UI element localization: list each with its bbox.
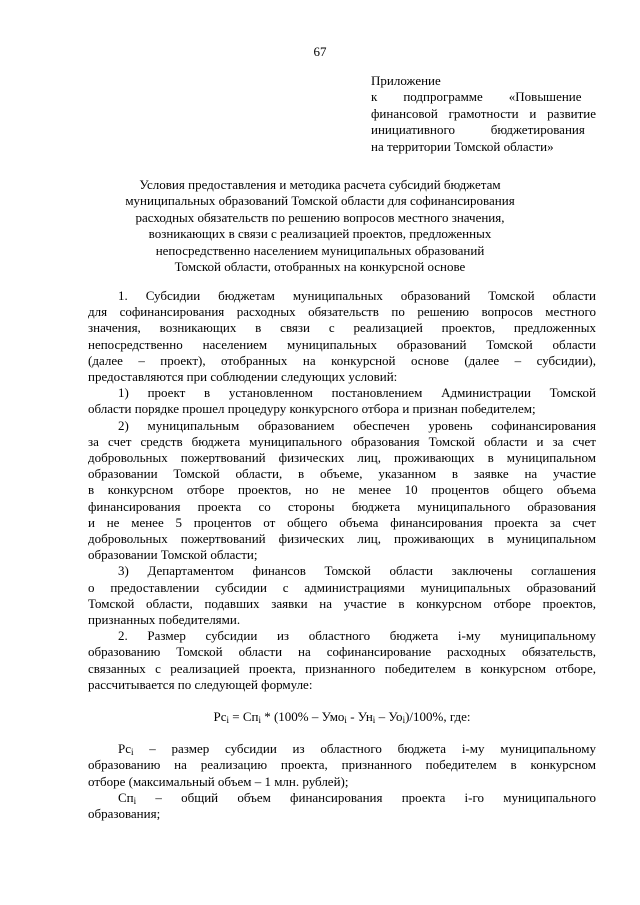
body-line: предоставляются при соблюдении следующих условий:	[88, 369, 398, 385]
body-line: рассчитывается по следующей формуле:	[88, 676, 313, 692]
body-line: добровольных пожертвований физических лиц, проживающих в муниципальном	[88, 531, 596, 547]
body-line: образовании Томской области, в объеме, указанном в заявке на участие	[88, 466, 596, 482]
title-line: Томской области, отобранных на конкурсной основе	[174, 259, 466, 275]
body-line: 2. Размер субсидии из областного бюджета i-му муниципальному	[118, 628, 596, 644]
body-line: Томской области, подавших заявки на участие в конкурсном отборе проектов,	[88, 595, 596, 611]
body-line: значения, возникающих в связи с реализацией проектов, предложенных	[88, 320, 596, 336]
appendix-line: финансовой грамотности и развитие	[371, 105, 596, 121]
appendix-line: инициативного бюджетирования	[371, 122, 585, 138]
definition-line: $Рс_i$ – размер субсидии из областного бюджета i-му муниципальному	[118, 741, 596, 758]
body-line: 1) проект в установленном постановлением Администрации Томской	[118, 385, 596, 401]
title-line: Условия предоставления и методика расчета субсидий бюджетам	[139, 177, 501, 192]
formula: $Рс_i = Сп_i * (100\% - Умо_i - Ун_i - Уо_i)/100\%$, где:	[213, 709, 471, 726]
appendix-line: на территории Томской области»	[371, 138, 554, 154]
body-line: и не менее 5 процентов от общего объема финансирования проекта за счет	[88, 514, 596, 530]
body-line: области порядке прошел процедуру конкурсного отбора и признан победителем;	[88, 401, 536, 417]
definition-line: $Сп_i$ – общий объем финансирования проекта i-го муниципального	[118, 789, 596, 806]
body-line: о предоставлении субсидии с администрациями муниципальных образований	[88, 579, 596, 595]
appendix-block	[371, 73, 596, 155]
body-line: образования;	[88, 806, 161, 822]
body-line: 2) муниципальным образованием обеспечен уровень софинансирования	[118, 417, 596, 433]
body-line: (далее – проект), отобранных на конкурсной основе (далее – субсидии),	[88, 352, 596, 368]
body-line: для софинансирования расходных обязательств по решению вопросов местного	[88, 304, 596, 320]
body-line: признанных победителями.	[88, 612, 241, 628]
document-title	[60, 177, 580, 275]
body-line: 3) Департаментом финансов Томской области заключены соглашения	[118, 563, 596, 579]
body-line: добровольных пожертвований физических лиц, проживающих в муниципальном	[88, 450, 596, 466]
body-line: 1. Субсидии бюджетам муниципальных образований Томской области	[118, 288, 596, 303]
appendix-line: Приложение	[371, 73, 441, 88]
title-line: возникающих в связи с реализацией проектов, предложенных	[148, 226, 492, 242]
appendix-line: к подпрограмме «Повышение	[371, 89, 582, 105]
body-line: образовании Томской области;	[88, 547, 258, 563]
document-body	[88, 288, 596, 822]
body-line: образованию на реализацию проекта, признанного победителем в конкурсном	[88, 757, 596, 773]
body-line: в конкурсном отборе проектов, но не менее 10 процентов общего объема	[88, 482, 596, 498]
page-number: 67	[313, 44, 327, 59]
title-line: непосредственно населением муниципальных образований	[155, 242, 485, 258]
body-line: отборе (максимальный объем – 1 млн. рублей);	[88, 773, 349, 789]
title-line: расходных обязательств по решению вопросов местного значения,	[135, 209, 505, 225]
title-line: муниципальных образований Томской области для софинансирования	[125, 193, 515, 209]
body-line: за счет средств бюджета муниципального образования Томской области и за счет	[88, 433, 596, 449]
body-line: связанных с реализацией проекта, признанного победителем в конкурсном отборе,	[88, 660, 596, 676]
body-line: непосредственно населением муниципальных образований Томской области	[88, 336, 596, 352]
body-line: образованию Томской области на софинансирование расходных обязательств,	[88, 644, 596, 660]
body-line: финансирования проекта со стороны бюджета муниципального образования	[88, 498, 596, 514]
